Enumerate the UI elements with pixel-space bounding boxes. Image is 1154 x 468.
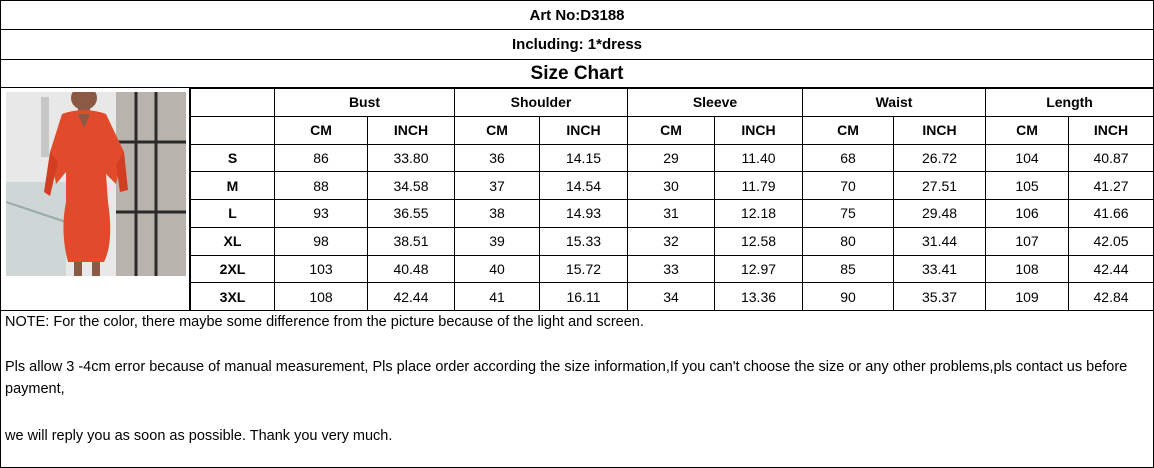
table-cell: 103 <box>275 255 368 283</box>
table-row <box>191 144 1154 172</box>
table-cell: 12.97 <box>715 255 803 283</box>
table-cell: 42.05 <box>1069 227 1154 255</box>
table-cell: 86 <box>275 144 368 172</box>
table-cell: 26.72 <box>894 144 986 172</box>
shoulder-header: Shoulder <box>455 89 628 117</box>
table-cell: 40.87 <box>1069 144 1154 172</box>
table-cell: 33.80 <box>368 144 455 172</box>
table-cell: 109 <box>986 283 1069 311</box>
table-cell: 108 <box>986 255 1069 283</box>
table-cell: 31 <box>628 200 715 228</box>
table-cell: 11.79 <box>715 172 803 200</box>
table-cell: 41.66 <box>1069 200 1154 228</box>
notes-section <box>1 310 1153 467</box>
size-label: 2XL <box>191 255 275 283</box>
table-cell: 30 <box>628 172 715 200</box>
art-number: Art No:D3188 <box>1 1 1153 30</box>
table-cell: 12.18 <box>715 200 803 228</box>
length-header: Length <box>986 89 1154 117</box>
unit-header-row <box>191 116 1154 144</box>
table-cell: 88 <box>275 172 368 200</box>
table-cell: 108 <box>275 283 368 311</box>
unit-header: CM <box>803 116 894 144</box>
table-cell: 41.27 <box>1069 172 1154 200</box>
blank-header <box>191 89 275 117</box>
table-row <box>191 283 1154 311</box>
table-row <box>191 172 1154 200</box>
table-cell: 12.58 <box>715 227 803 255</box>
page-title: Size Chart <box>1 60 1153 88</box>
measurement-note: Pls allow 3 -4cm error because of manual measurement, Pls place order according the size information,If you can't choose the size or any other problems,pls contact us before payment, <box>5 359 1128 397</box>
table-cell: 75 <box>803 200 894 228</box>
unit-header: INCH <box>368 116 455 144</box>
table-cell: 33.41 <box>894 255 986 283</box>
table-cell: 37 <box>455 172 540 200</box>
sleeve-header: Sleeve <box>628 89 803 117</box>
size-label: S <box>191 144 275 172</box>
size-label: L <box>191 200 275 228</box>
table-row <box>191 227 1154 255</box>
table-cell: 15.72 <box>540 255 628 283</box>
table-cell: 29.48 <box>894 200 986 228</box>
unit-header: INCH <box>1069 116 1154 144</box>
table-cell: 90 <box>803 283 894 311</box>
table-cell: 11.40 <box>715 144 803 172</box>
table-cell: 42.44 <box>1069 255 1154 283</box>
table-cell: 80 <box>803 227 894 255</box>
table-cell: 38 <box>455 200 540 228</box>
table-cell: 70 <box>803 172 894 200</box>
waist-header: Waist <box>803 89 986 117</box>
photo-cell <box>1 88 190 310</box>
table-cell: 32 <box>628 227 715 255</box>
table-cell: 93 <box>275 200 368 228</box>
size-label: M <box>191 172 275 200</box>
table-cell: 104 <box>986 144 1069 172</box>
color-note: NOTE: For the color, there maybe some difference from the picture because of the light and screen. <box>5 314 644 330</box>
table-cell: 14.54 <box>540 172 628 200</box>
unit-header: INCH <box>715 116 803 144</box>
table-cell: 41 <box>455 283 540 311</box>
table-cell: 38.51 <box>368 227 455 255</box>
table-cell: 68 <box>803 144 894 172</box>
table-cell: 31.44 <box>894 227 986 255</box>
table-cell: 40 <box>455 255 540 283</box>
size-label: XL <box>191 227 275 255</box>
table-cell: 35.37 <box>894 283 986 311</box>
unit-header: INCH <box>894 116 986 144</box>
table-cell: 98 <box>275 227 368 255</box>
size-table <box>190 88 1154 311</box>
unit-header: CM <box>986 116 1069 144</box>
table-cell: 14.15 <box>540 144 628 172</box>
table-cell: 105 <box>986 172 1069 200</box>
table-cell: 29 <box>628 144 715 172</box>
unit-header: CM <box>275 116 368 144</box>
table-cell: 107 <box>986 227 1069 255</box>
table-cell: 34.58 <box>368 172 455 200</box>
table-row <box>191 200 1154 228</box>
blank-header <box>191 116 275 144</box>
table-cell: 36.55 <box>368 200 455 228</box>
measurement-header-row <box>191 89 1154 117</box>
table-cell: 14.93 <box>540 200 628 228</box>
table-cell: 13.36 <box>715 283 803 311</box>
unit-header: CM <box>628 116 715 144</box>
table-cell: 42.44 <box>368 283 455 311</box>
table-cell: 33 <box>628 255 715 283</box>
table-cell: 39 <box>455 227 540 255</box>
table-cell: 85 <box>803 255 894 283</box>
including-line: Including: 1*dress <box>1 30 1153 60</box>
reply-note: we will reply you as soon as possible. Thank you very much. <box>5 428 393 444</box>
unit-header: CM <box>455 116 540 144</box>
table-cell: 40.48 <box>368 255 455 283</box>
table-cell: 27.51 <box>894 172 986 200</box>
bust-header: Bust <box>275 89 455 117</box>
size-label: 3XL <box>191 283 275 311</box>
table-cell: 42.84 <box>1069 283 1154 311</box>
table-cell: 106 <box>986 200 1069 228</box>
table-cell: 34 <box>628 283 715 311</box>
orange-dress-photo <box>6 92 186 276</box>
table-cell: 15.33 <box>540 227 628 255</box>
table-cell: 16.11 <box>540 283 628 311</box>
table-cell: 36 <box>455 144 540 172</box>
unit-header: INCH <box>540 116 628 144</box>
table-row <box>191 255 1154 283</box>
